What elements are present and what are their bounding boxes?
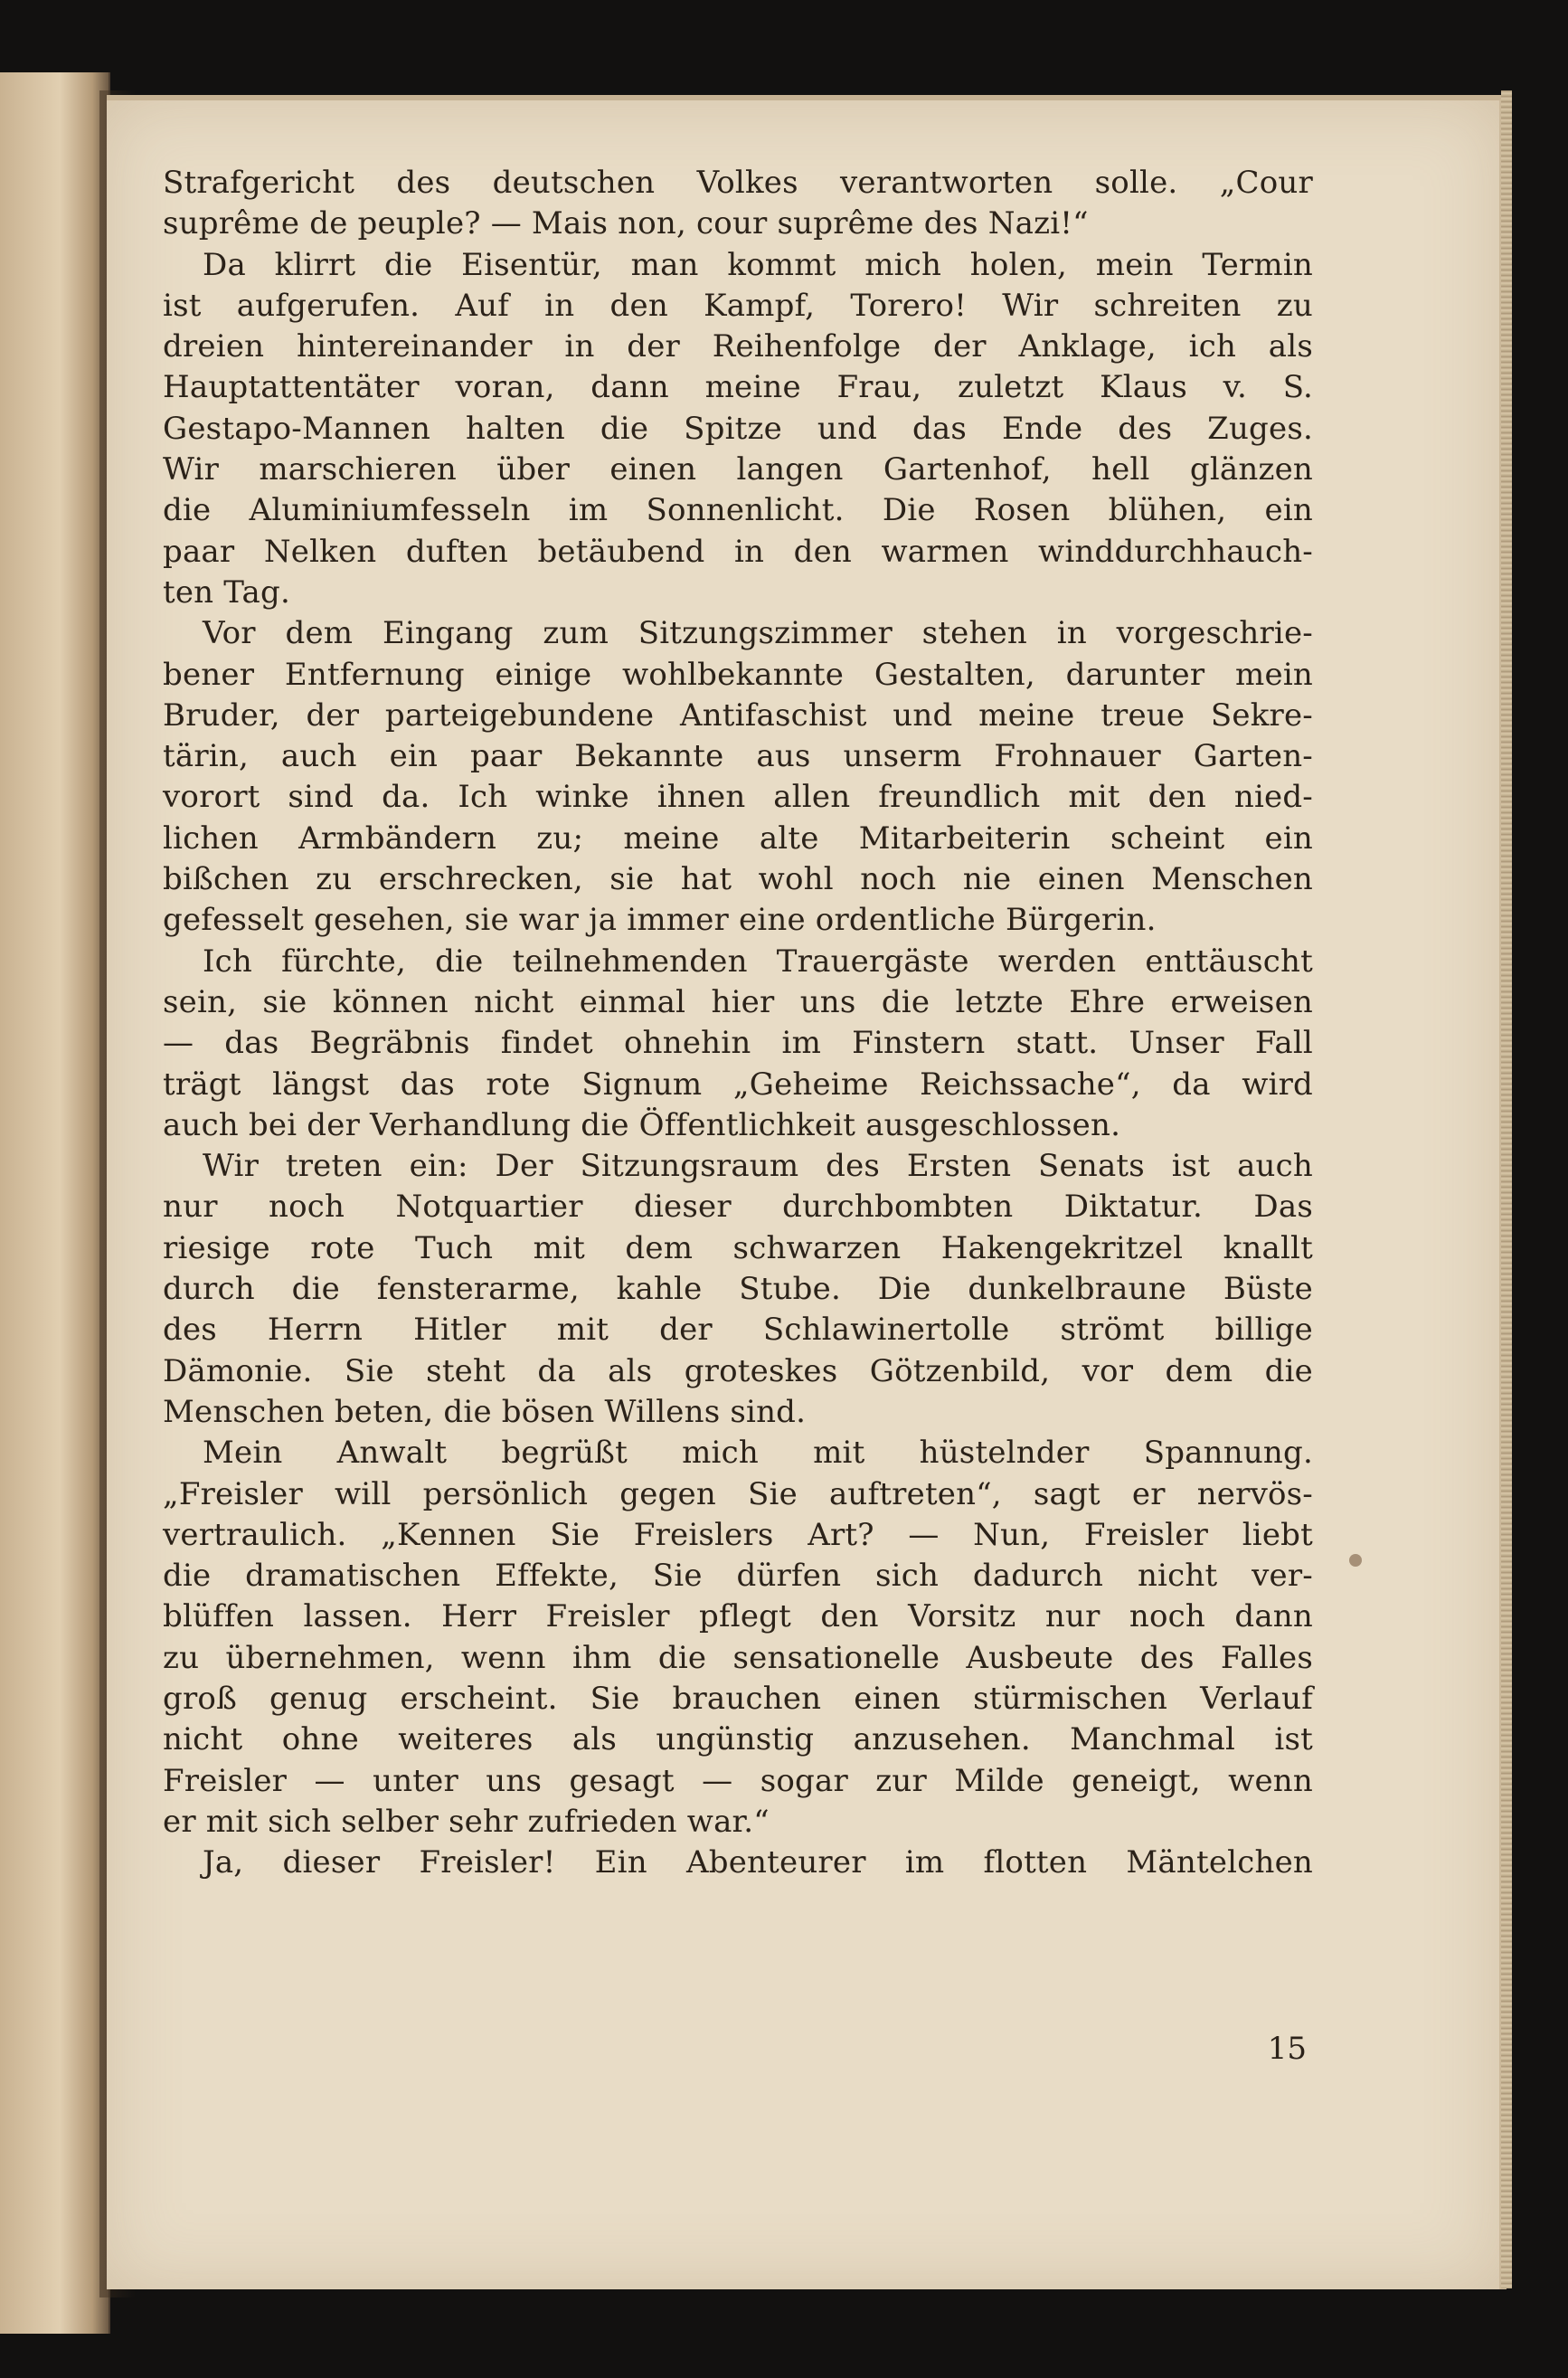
- text-line: Strafgericht des deutschen Volkes verantworten solle. „Cour: [163, 165, 1313, 201]
- text-line: bener Entfernung einige wohlbekannte Gestalten, darunter mein: [163, 656, 1313, 693]
- text-line: er mit sich selber sehr zufrieden war.“: [163, 1803, 770, 1840]
- text-line: Wir treten ein: Der Sitzungsraum des Ersten Senats ist auch: [203, 1148, 1313, 1185]
- text-line: Bruder, der parteigebundene Antifaschist und meine treue Sekre-: [163, 696, 1313, 734]
- text-line: Ich fürchte, die teilnehmenden Trauergäste werden enttäuscht: [203, 943, 1313, 980]
- text-line: Ja, dieser Freisler! Ein Abenteurer im flotten Mäntelchen: [203, 1844, 1313, 1881]
- text-line: tärin, auch ein paar Bekannte aus unserm Frohnauer Garten-: [163, 738, 1313, 775]
- text-line: zu übernehmen, wenn ihm die sensationelle Ausbeute des Falles: [163, 1639, 1313, 1676]
- text-line: vertraulich. „Kennen Sie Freislers Art? — Nun, Freisler liebt: [163, 1516, 1313, 1553]
- text-line: nur noch Notquartier dieser durchbombten Diktatur. Das: [163, 1189, 1313, 1226]
- text-line: suprême de peuple? — Mais non, cour suprême des Nazi!“: [163, 205, 1089, 242]
- text-line: ist aufgerufen. Auf in den Kampf, Torero! Wir schreiten zu: [163, 287, 1313, 324]
- text-line: Vor dem Eingang zum Sitzungszimmer stehen in vorgeschrie-: [203, 615, 1313, 652]
- text-line: blüffen lassen. Herr Freisler pflegt den Vorsitz nur noch dann: [163, 1598, 1313, 1635]
- text-line: riesige rote Tuch mit dem schwarzen Hakengekritzel knallt: [163, 1229, 1313, 1266]
- text-line: — das Begräbnis findet ohnehin im Finstern statt. Unser Fall: [163, 1025, 1313, 1062]
- text-line: auch bei der Verhandlung die Öffentlichkeit ausgeschlossen.: [163, 1106, 1121, 1143]
- text-line: des Herrn Hitler mit der Schlawinertolle strömt billige: [163, 1312, 1313, 1349]
- text-line: die Aluminiumfesseln im Sonnenlicht. Die Rosen blühen, ein: [163, 492, 1313, 529]
- body-text: [163, 163, 1313, 1883]
- text-line: „Freisler will persönlich gegen Sie auftreten“, sagt er nervös-: [163, 1475, 1313, 1512]
- text-line: bißchen zu erschrecken, sie hat wohl noch nie einen Menschen: [163, 861, 1313, 898]
- text-line: Mein Anwalt begrüßt mich mit hüstelnder Spannung.: [203, 1435, 1313, 1472]
- text-line: sein, sie können nicht einmal hier uns die letzte Ehre erweisen: [163, 983, 1313, 1020]
- text-line: durch die fensterarme, kahle Stube. Die dunkelbraune Büste: [163, 1271, 1313, 1308]
- text-line: lichen Armbändern zu; meine alte Mitarbeiterin scheint ein: [163, 820, 1313, 857]
- text-line: nicht ohne weiteres als ungünstig anzusehen. Manchmal ist: [163, 1721, 1313, 1758]
- text-line: Freisler — unter uns gesagt — sogar zur Milde geneigt, wenn: [163, 1762, 1313, 1799]
- text-line: Wir marschieren über einen langen Gartenhof, hell glänzen: [163, 451, 1313, 488]
- text-line: Da klirrt die Eisentür, man kommt mich holen, mein Termin: [203, 246, 1313, 283]
- text-line: dreien hintereinander in der Reihenfolge der Anklage, ich als: [163, 328, 1313, 365]
- text-line: ten Tag.: [163, 573, 290, 611]
- text-line: Gestapo-Mannen halten die Spitze und das Ende des Zuges.: [163, 410, 1313, 447]
- page-number: 15: [1267, 2031, 1307, 2067]
- text-line: Dämonie. Sie steht da als groteskes Götzenbild, vor dem die: [163, 1352, 1313, 1389]
- text-line: trägt längst das rote Signum „Geheime Reichssache“, da wird: [163, 1066, 1313, 1103]
- left-page-edge: [0, 72, 110, 2334]
- text-line: Menschen beten, die bösen Willens sind.: [163, 1393, 807, 1430]
- text-line: Hauptattentäter voran, dann meine Frau, zuletzt Klaus v. S.: [163, 369, 1313, 406]
- text-line: groß genug erscheint. Sie brauchen einen stürmischen Verlauf: [163, 1680, 1313, 1717]
- text-line: die dramatischen Effekte, Sie dürfen sich dadurch nicht ver-: [163, 1558, 1313, 1595]
- page-stack-edge: [1501, 90, 1512, 2288]
- text-line: gefesselt gesehen, sie war ja immer eine ordentliche Bürgerin.: [163, 902, 1157, 939]
- text-line: paar Nelken duften betäubend in den warmen winddurchhauch-: [163, 533, 1313, 570]
- page-stain: [1349, 1554, 1362, 1567]
- text-line: vorort sind da. Ich winke ihnen allen freundlich mit den nied-: [163, 779, 1313, 816]
